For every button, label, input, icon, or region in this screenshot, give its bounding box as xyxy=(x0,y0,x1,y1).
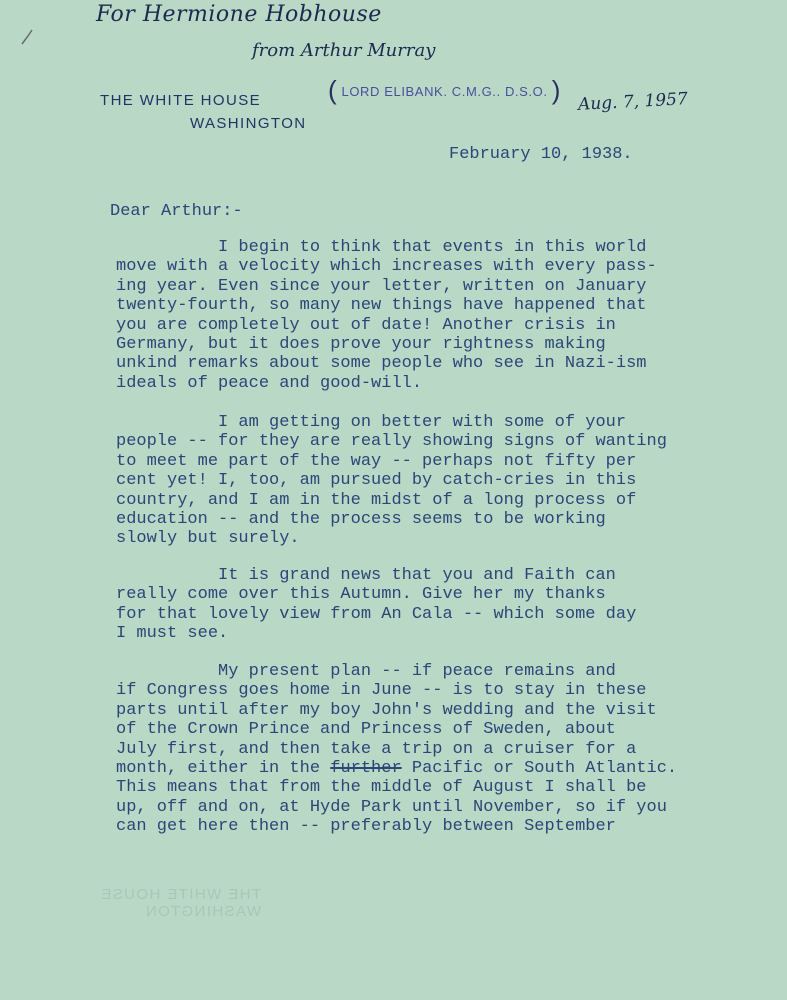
letter-line: country, and I am in the midst of a long process of xyxy=(116,490,637,510)
handwritten-dedication-line1: For Hermione Hobhouse xyxy=(96,2,382,27)
stamp-text: LORD ELIBANK. C.M.G.. D.S.O. xyxy=(341,84,548,99)
letter-line: people -- for they are really showing signs of wanting xyxy=(116,432,667,452)
letter-line: cent yet! I, too, am pursued by catch-cries in this xyxy=(116,471,637,491)
handwritten-dedication-line2: from Arthur Murray xyxy=(252,40,436,61)
letter-line: twenty-fourth, so many new things have happened that xyxy=(116,296,647,316)
letter-line: I begin to think that events in this world xyxy=(116,238,647,257)
letterhead-city: WASHINGTON xyxy=(190,115,307,132)
letter-line: really come over this Autumn. Give her my thanks xyxy=(116,585,606,605)
letter-line: parts until after my boy John's wedding and the visit xyxy=(116,700,657,720)
paragraph-4 xyxy=(116,662,677,837)
ink-mark xyxy=(20,28,34,46)
reverse-bleed-through xyxy=(100,886,261,920)
letter-line: for that lovely view from An Cala -- which some day xyxy=(116,604,637,624)
letter-line: to meet me part of the way -- perhaps not fifty per xyxy=(116,451,637,471)
letter-line: This means that from the middle of August I shall be xyxy=(116,778,647,798)
letter-line: can get here then -- preferably between September xyxy=(116,817,616,837)
stamp-open-paren: ( xyxy=(328,75,338,105)
stamp-close-paren: ) xyxy=(551,75,562,105)
letter-date: February 10, 1938. xyxy=(449,145,633,164)
letter-line: My present plan -- if peace remains and xyxy=(116,662,616,681)
letter-line: I must see. xyxy=(116,624,229,644)
letter-line: unkind remarks about some people who see in Nazi-ism xyxy=(116,354,647,374)
struck-word: further xyxy=(330,758,402,778)
handwritten-date: Aug. 7, 1957 xyxy=(577,89,689,115)
letter-line: July first, and then take a trip on a cruiser for a xyxy=(116,739,637,759)
paragraph-3 xyxy=(116,566,636,644)
letter-line: you are completely out of date! Another crisis in xyxy=(116,315,616,335)
letter-line: of the Crown Prince and Princess of Sweden, about xyxy=(116,720,616,740)
archive-stamp xyxy=(328,75,561,106)
letter-line: Germany, but it does prove your rightness making xyxy=(116,334,606,354)
letter-line: if Congress goes home in June -- is to stay in these xyxy=(116,681,647,701)
bleed-line-1: THE WHITE HOUSE xyxy=(100,886,262,903)
letter-line: ideals of peace and good-will. xyxy=(116,373,423,393)
letter-line: I am getting on better with some of your xyxy=(116,413,627,432)
letter-line: It is grand news that you and Faith can xyxy=(116,566,616,585)
letterhead-title: THE WHITE HOUSE xyxy=(100,92,262,109)
paragraph-1 xyxy=(116,238,657,393)
letter-line: ing year. Even since your letter, written on January xyxy=(116,276,647,296)
bleed-line-2: WASHINGTON xyxy=(144,903,262,920)
letter-line: slowly but surely. xyxy=(116,529,300,549)
letter-line: move with a velocity which increases with every pass- xyxy=(116,257,657,277)
letter-line: up, off and on, at Hyde Park until November, so if you xyxy=(116,797,667,817)
letter-line: education -- and the process seems to be working xyxy=(116,509,606,529)
letter-salutation: Dear Arthur:- xyxy=(110,202,243,221)
letter-line: month, either in the further Pacific or South Atlantic. xyxy=(116,758,678,778)
paragraph-2 xyxy=(116,413,667,549)
